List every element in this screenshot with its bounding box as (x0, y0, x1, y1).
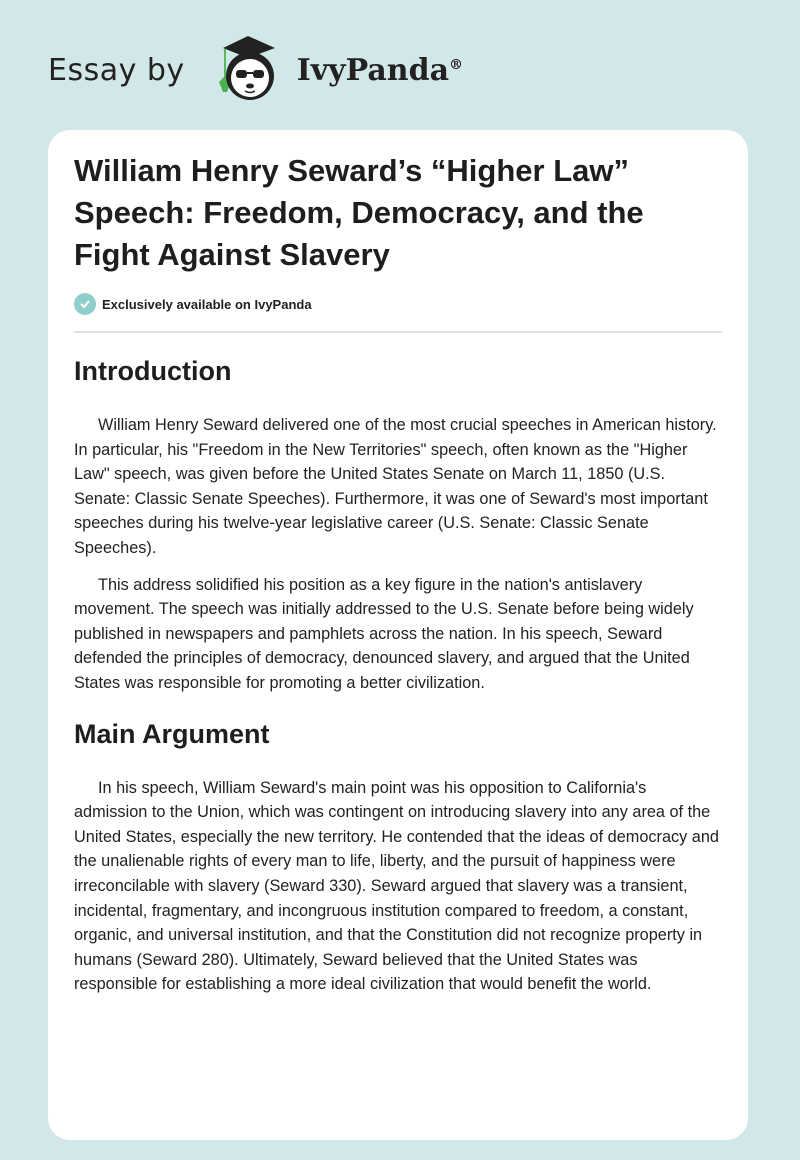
essay-by-label: Essay by (48, 52, 185, 88)
exclusive-text: Exclusively available on IvyPanda (102, 296, 312, 312)
check-icon (74, 293, 96, 315)
essay-card (48, 130, 748, 1140)
registered-mark: ® (449, 56, 464, 73)
section-heading: Introduction (74, 356, 232, 386)
paragraph: This address solidified his position as a key figure in the nation's antislavery movement. The speech was initially addressed to the U.S. Senate before being widely published in newspapers and pamphlets across the nation. In his speech, Seward defended the principles of democracy, denounced slavery, and argued that the United States was responsible for promoting a better civilization. (74, 575, 694, 692)
section-heading: Main Argument (74, 718, 270, 749)
ivypanda-logo-icon[interactable] (205, 30, 291, 110)
exclusive-badge (74, 293, 722, 315)
paragraph: In his speech, William Seward's main point was his opposition to California's admission to the Union, which was contingent on introducing slavery into any area of the United States, especially the new territory. He contended that the ideas of democracy and the unalienable rights of every man to life, liberty, and the pursuit of happiness were irreconcilable with slavery (Seward 330). Seward argued that slavery was a transient, incidental, fragmentary, and incongruous institution compared to freedom, a constant, organic, and universal institution, and that the Constitution did not recognize property in humans (Seward 280). Ultimately, Seward believed that the United States was responsible for establishing a more ideal civilization that would benefit the world. (74, 778, 719, 994)
brand-text: IvyPanda (296, 52, 450, 88)
paragraph: William Henry Seward delivered one of the most crucial speeches in American history. In particular, his "Freedom in the New Territories" speech, often known as the "Higher Law" speech, was given before the United States Senate on March 11, 1850 (U.S. Senate: Classic Senate Speeches). Furthermore, it was one of Seward's most important speeches during his twelve-year legislative career (U.S. Senate: Classic Senate Speeches). (74, 416, 717, 557)
essay-title: William Henry Seward’s “Higher Law” Speech: Freedom, Democracy, and the Fight Against Slavery (74, 153, 644, 272)
brand-name[interactable] (297, 53, 463, 88)
divider (74, 331, 722, 333)
site-header (48, 30, 463, 110)
